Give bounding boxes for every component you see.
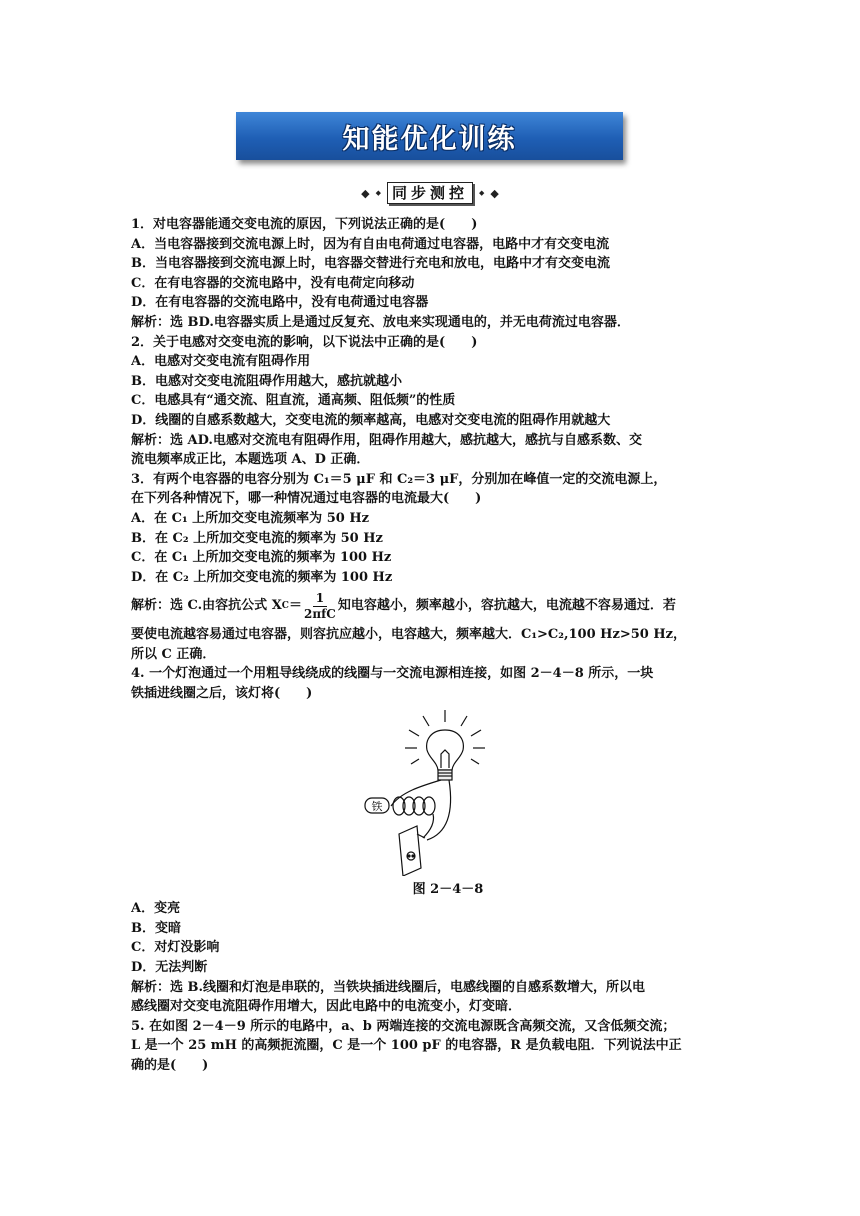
option-c: C．对灯没影响 [131,940,220,956]
analysis: 要使电流越容易通过电容器，则容抗应越小，电容越大，频率越大．C₁>C₂,100 Hz>50 Hz， [131,627,687,643]
option-c: C．在 C₁ 上所加交变电流的频率为 100 Hz [131,550,392,566]
analysis: 流电频率成正比，本题选项 A、D 正确． [131,452,370,468]
fraction-numerator: 1 [313,591,327,607]
diamond-icon: ◆ [361,186,370,200]
option-b: B．当电容器接到交流电源上时，电容器交替进行充电和放电，电路中才有交变电流 [131,256,610,272]
diamond-icon: ◆ [479,189,485,197]
banner-title: 知能优化训练 [236,112,623,160]
option-c: C．在有电容器的交流电路中，没有电荷定向移动 [131,275,415,291]
option-b: B．在 C₂ 上所加交变电流的频率为 50 Hz [131,530,383,546]
analysis: 解析：选 B.线圈和灯泡是串联的，当铁块插进线圈后，电感线圈的自感系数增大，所以电 [131,979,646,995]
analysis-text: 知电容越小，频率越小，容抗越大，电流越不容易通过．若 [337,598,676,614]
analysis: 感线圈对交变电流阻碍作用增大，因此电路中的电流变小，灯变暗． [131,999,522,1015]
lamp-coil-circuit-diagram [361,706,511,876]
equals-sign: ＝ [288,598,302,614]
question-stem: 5. 在如图 2－4－9 所示的电路中，a、b 两端连接的交流电源既含高频交流，又含低频交流； [131,1018,676,1034]
option-b: B．电感对交变电流阻碍作用越大，感抗就越小 [131,373,402,389]
iron-label: 铁 [371,799,383,813]
circuit-figure [131,704,735,880]
figure-caption: 图 2－4－8 [412,881,484,897]
question-stem: 4. 一个灯泡通过一个用粗导线绕成的线圈与一交流电源相连接，如图 2－4－8 所示，一块 [131,666,654,682]
option-a: A．在 C₁ 上所加交变电流频率为 50 Hz [131,510,369,526]
section-title: 同步测控 [387,182,473,204]
option-a: A．当电容器接到交流电源上时，因为有自由电荷通过电容器，电路中才有交变电流 [131,236,610,252]
question-list [131,215,735,1076]
option-b: B．变暗 [131,920,181,936]
option-d: D．线圈的自感系数越大，交变电流的频率越高，电感对交变电流的阻碍作用就越大 [131,412,611,428]
analysis-text: 解析：选 C.由容抗公式 X [131,598,282,614]
question-stem: 2．关于电感对交变电流的影响，以下说法中正确的是( ) [131,334,478,350]
analysis: 解析：选 BD.电容器实质上是通过反复充、放电来实现通电的，并无电荷流过电容器． [131,314,630,330]
option-a: A．电感对交变电流有阻碍作用 [131,354,311,370]
question-stem: 3．有两个电容器的电容分别为 C₁＝5 μF 和 C₂＝3 μF，分别加在峰值一定的交流电源上， [131,471,667,487]
question-stem: 确的是( ) [131,1058,209,1073]
subscript: C [281,601,289,612]
diamond-icon: ◆ [375,189,381,197]
option-d: D．在有电容器的交流电路中，没有电荷通过电容器 [131,295,429,311]
option-c: C．电感具有“通交流、阻直流，通高频、阻低频”的性质 [131,393,456,409]
diamond-icon: ◆ [490,186,499,200]
fraction-denominator: 2πfC [303,606,336,621]
option-d: D．在 C₂ 上所加交变电流的频率为 100 Hz [131,569,393,585]
option-d: D．无法判断 [131,960,208,976]
question-stem: 1．对电容器能通交变电流的原因，下列说法正确的是( ) [131,217,478,232]
section-header [338,181,522,205]
question-stem: 铁插进线圈之后，该灯将( ) [131,686,313,702]
question-stem: 在下列各种情况下，哪一种情况通过电容器的电流最大( ) [131,491,482,507]
analysis: 解析：选 AD.电感对交流电有阻碍作用，阻碍作用越大，感抗越大，感抗与自感系数、交 [131,432,642,448]
analysis: 所以 C 正确． [131,646,216,662]
analysis-formula [131,587,735,625]
capacitive-reactance-fraction [304,591,336,622]
question-stem: L 是一个 25 mH 的高频扼流圈，C 是一个 100 pF 的电容器，R 是负载电阻．下列说法中正 [131,1038,682,1054]
option-a: A．变亮 [131,901,181,917]
